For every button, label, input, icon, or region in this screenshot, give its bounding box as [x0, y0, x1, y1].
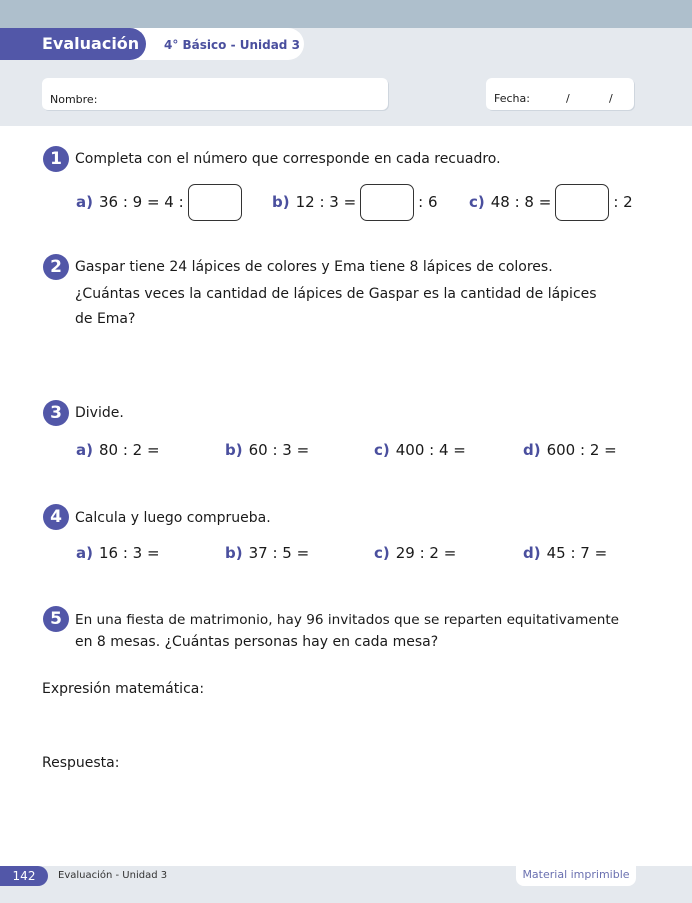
- answer-box[interactable]: [360, 184, 414, 221]
- q4-item-d: [523, 544, 607, 562]
- q3-item-d: [523, 441, 617, 459]
- question-number-4: 4: [43, 504, 69, 530]
- date-separator: /: [566, 92, 570, 105]
- item-label: c): [374, 441, 390, 459]
- item-label: c): [469, 193, 485, 211]
- question-number-1: 1: [43, 146, 69, 172]
- item-expression-tail: : 6: [418, 193, 438, 211]
- footer-section: Evaluación - Unidad 3: [58, 870, 168, 881]
- q1-item-b: [272, 184, 438, 221]
- question-number-5: 5: [43, 606, 69, 632]
- date-separator: /: [609, 92, 613, 105]
- answer-label: Respuesta:: [42, 755, 120, 771]
- item-label: b): [272, 193, 290, 211]
- q4-item-c: [374, 544, 456, 562]
- item-expression: 60 : 3 =: [248, 441, 310, 459]
- top-bar: [0, 0, 692, 28]
- item-expression: 29 : 2 =: [395, 544, 457, 562]
- item-expression: 48 : 8 =: [490, 193, 552, 211]
- item-label: d): [523, 441, 541, 459]
- question-5-line-2: en 8 mesas. ¿Cuántas personas hay en cada mesa?: [75, 634, 439, 650]
- item-expression: 600 : 2 =: [546, 441, 617, 459]
- item-expression: 400 : 4 =: [395, 441, 466, 459]
- q1-item-a: [76, 184, 246, 221]
- question-number-3: 3: [43, 400, 69, 426]
- question-5-line-1: En una fiesta de matrimonio, hay 96 invitados que se reparten equitativamente: [75, 612, 620, 628]
- date-field[interactable]: [486, 78, 634, 110]
- item-expression: 36 : 9 = 4 :: [98, 193, 184, 211]
- unit-pill: [120, 28, 304, 60]
- name-label: Nombre:: [50, 93, 98, 106]
- item-label: b): [225, 544, 243, 562]
- evaluation-title: Evaluación: [42, 34, 140, 53]
- question-2-line-2: ¿Cuántas veces la cantidad de lápices de Gaspar es la cantidad de lápices: [75, 286, 597, 302]
- item-expression: 45 : 7 =: [546, 544, 608, 562]
- q4-item-a: [76, 544, 160, 562]
- question-2-line-3: de Ema?: [75, 311, 136, 327]
- question-2-line-1: Gaspar tiene 24 lápices de colores y Ema tiene 8 lápices de colores.: [75, 259, 553, 275]
- item-label: c): [374, 544, 390, 562]
- answer-box[interactable]: [188, 184, 242, 221]
- item-expression: 12 : 3 =: [295, 193, 357, 211]
- answer-box[interactable]: [555, 184, 609, 221]
- q3-item-a: [76, 441, 160, 459]
- expression-label: Expresión matemática:: [42, 681, 205, 697]
- question-1-text: Completa con el número que corresponde en cada recuadro.: [75, 151, 501, 167]
- question-4-text: Calcula y luego comprueba.: [75, 510, 271, 526]
- item-label: d): [523, 544, 541, 562]
- unit-label: 4° Básico - Unidad 3: [164, 38, 300, 52]
- evaluation-pill: [0, 28, 146, 60]
- item-label: a): [76, 193, 93, 211]
- name-field[interactable]: [42, 78, 388, 110]
- item-label: a): [76, 544, 93, 562]
- q3-item-c: [374, 441, 466, 459]
- page-number: 142: [0, 866, 48, 886]
- item-expression: 80 : 2 =: [98, 441, 160, 459]
- item-expression: 37 : 5 =: [248, 544, 310, 562]
- item-expression: 16 : 3 =: [98, 544, 160, 562]
- q1-item-c: [469, 184, 633, 221]
- q3-item-b: [225, 441, 309, 459]
- item-label: a): [76, 441, 93, 459]
- material-tab: Material imprimible: [516, 866, 636, 886]
- question-number-2: 2: [43, 254, 69, 280]
- item-label: b): [225, 441, 243, 459]
- q4-item-b: [225, 544, 309, 562]
- date-label: Fecha:: [494, 92, 530, 105]
- question-3-text: Divide.: [75, 405, 124, 421]
- item-expression-tail: : 2: [613, 193, 633, 211]
